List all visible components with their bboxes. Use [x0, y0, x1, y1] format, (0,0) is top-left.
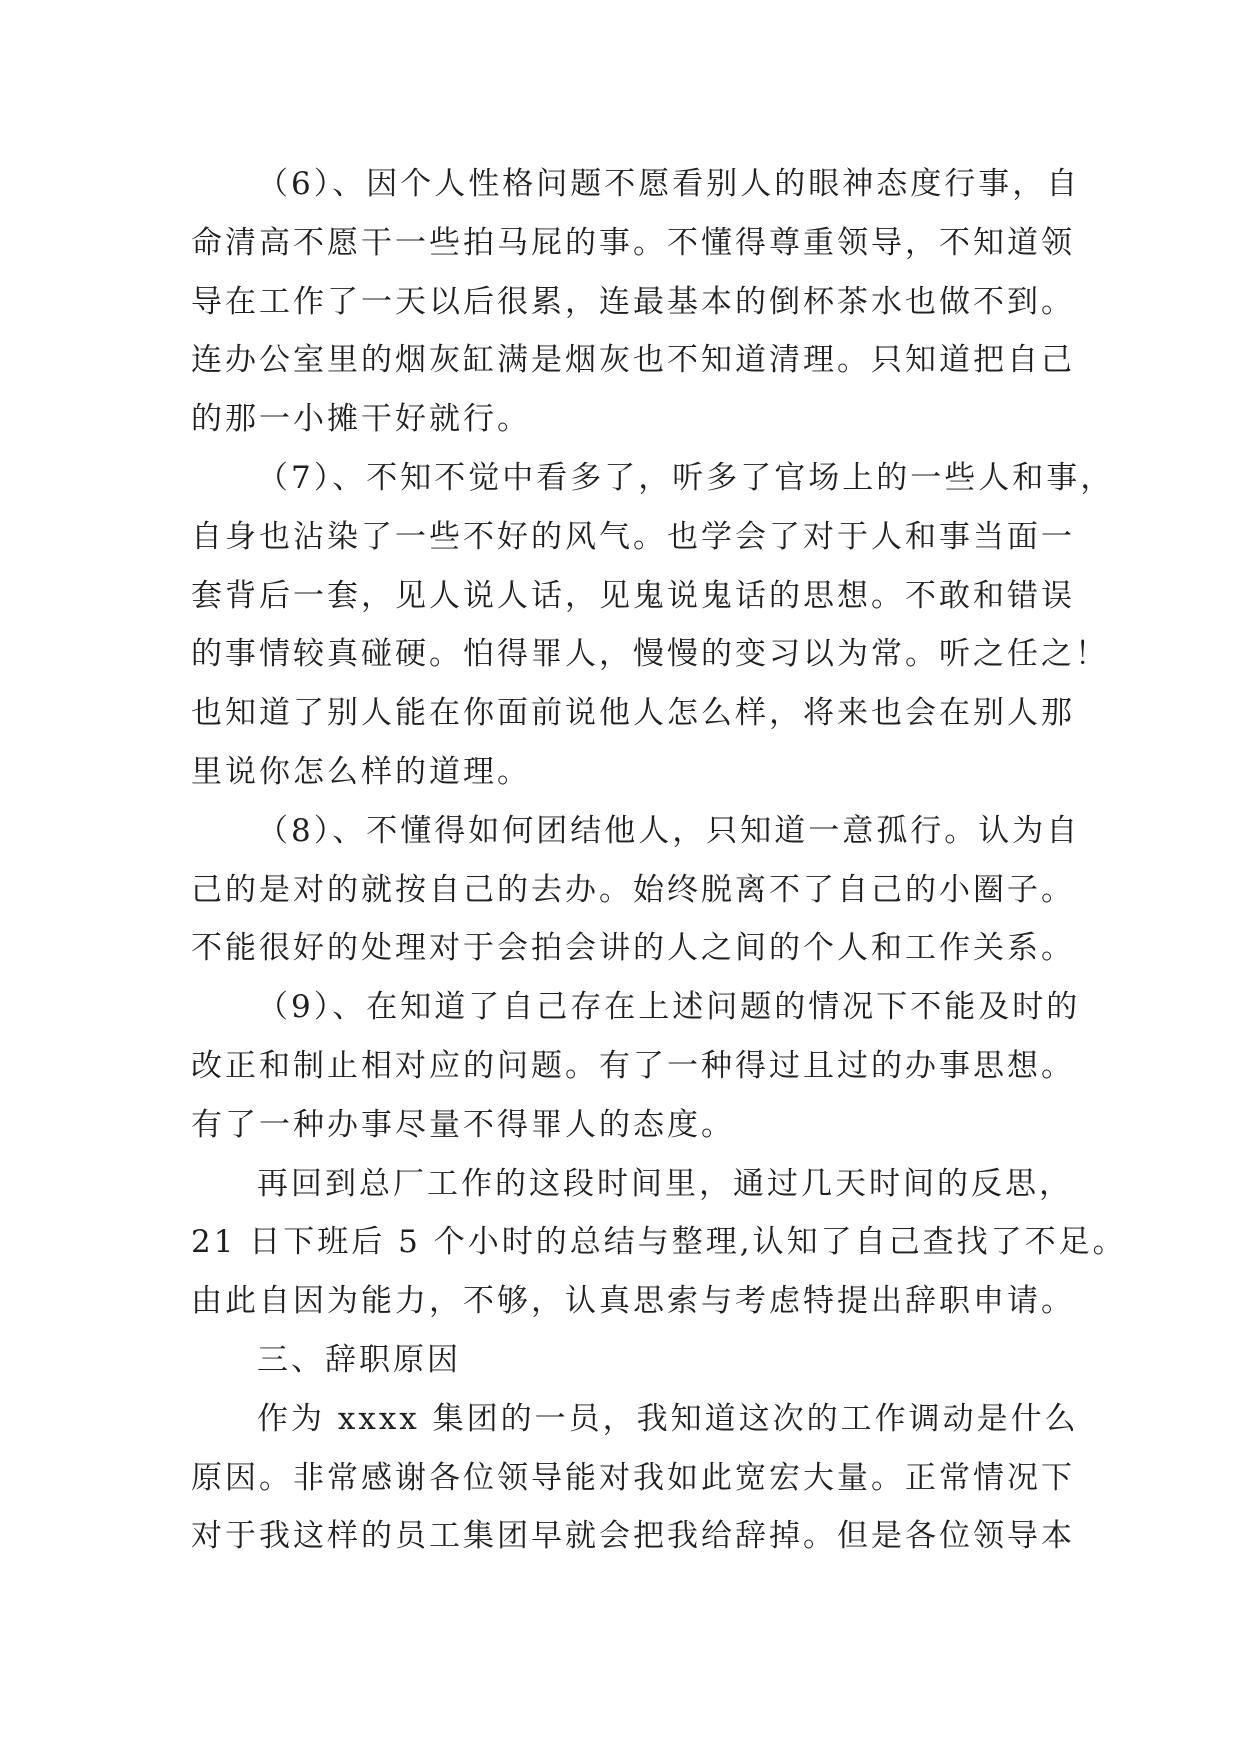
text-line: （8）、不懂得如何团结他人，只知道一意孤行。认为自: [257, 812, 1081, 849]
text-line: （9）、在知道了自己存在上述问题的情况下不能及时的: [257, 989, 1081, 1026]
text-line: 作为 xxxx 集团的一员，我知道这次的工作调动是什么: [257, 1400, 1079, 1437]
text-line: 有了一种办事尽量不得罪人的态度。: [191, 1106, 735, 1143]
text-line: 三、辞职原因: [257, 1341, 461, 1378]
text-line: 的那一小摊干好就行。: [191, 401, 531, 438]
text-line: 导在工作了一天以后很累，连最基本的倒杯茶水也做不到。: [191, 283, 1075, 320]
text-line: 自身也沾染了一些不好的风气。也学会了对于人和事当面一: [191, 518, 1075, 555]
text-line: 己的是对的就按自己的去办。始终脱离不了自己的小圈子。: [191, 871, 1075, 908]
text-line: 由此自因为能力，不够，认真思索与考虑特提出辞职申请。: [191, 1283, 1075, 1320]
text-line: 再回到总厂工作的这段时间里，通过几天时间的反思，: [257, 1165, 1073, 1202]
text-line: 套背后一套，见人说人话，见鬼说鬼话的思想。不敢和错误: [191, 577, 1075, 614]
text-line: 也知道了别人能在你面前说他人怎么样，将来也会在别人那: [191, 695, 1075, 732]
text-line: 21 日下班后 5 个小时的总结与整理,认知了自己查找了不足。: [191, 1224, 1127, 1261]
text-line: 改正和制止相对应的问题。有了一种得过且过的办事思想。: [191, 1047, 1075, 1084]
text-line: 里说你怎么样的道理。: [191, 753, 531, 790]
text-line: 连办公室里的烟灰缸满是烟灰也不知道清理。只知道把自己: [191, 342, 1075, 379]
text-line: （6）、因个人性格问题不愿看别人的眼神态度行事，自: [257, 166, 1081, 202]
document-body: [191, 155, 1127, 1566]
text-line: 不能很好的处理对于会拍会讲的人之间的个人和工作关系。: [191, 930, 1075, 967]
text-line: 的事情较真碰硬。怕得罪人，慢慢的变习以为常。听之任之！: [191, 636, 1109, 673]
text-line: 命清高不愿干一些拍马屁的事。不懂得尊重领导，不知道领: [191, 224, 1075, 261]
text-line: 对于我这样的员工集团早就会把我给辞掉。但是各位领导本: [191, 1518, 1075, 1555]
text-line: 原因。非常感谢各位领导能对我如此宽宏大量。正常情况下: [191, 1459, 1075, 1496]
text-line: （7）、不知不觉中看多了，听多了官场上的一些人和事，: [257, 459, 1115, 496]
